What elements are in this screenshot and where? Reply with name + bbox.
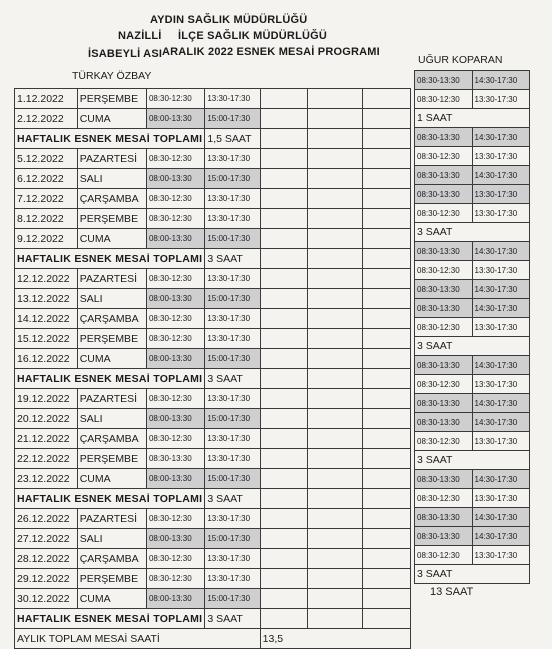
time-slot-2: 13:30-17:30 (205, 549, 260, 569)
empty-cell (308, 289, 363, 309)
time-slot-2: 14:30-17:30 (472, 299, 530, 318)
date-cell: 26.12.2022 (15, 509, 78, 529)
date-cell: 21.12.2022 (15, 429, 78, 449)
schedule-row (15, 529, 411, 549)
weekly-total-value: 1 SAAT (415, 109, 530, 128)
time-slot-1: 08:30-13:30 (415, 128, 473, 147)
time-slot-1: 08:00-13:30 (146, 589, 204, 609)
time-slot-1: 08:30-13:30 (415, 356, 473, 375)
time-slot-2: 13:30-17:30 (205, 449, 260, 469)
empty-cell (260, 389, 307, 409)
time-slot-2: 15:00-17:30 (205, 529, 260, 549)
time-slot-1: 08:30-12:30 (415, 432, 473, 451)
day-cell: SALI (77, 289, 146, 309)
time-slot-1: 08:30-13:30 (415, 413, 473, 432)
time-slot-2: 14:30-17:30 (472, 166, 530, 185)
date-cell: 2.12.2022 (15, 109, 78, 129)
empty-cell (308, 409, 363, 429)
empty-cell (308, 389, 363, 409)
empty-cell (362, 369, 410, 389)
empty-cell (362, 289, 410, 309)
weekly-total-value: 3 SAAT (205, 489, 260, 509)
date-cell: 1.12.2022 (15, 89, 78, 109)
schedule-row (15, 229, 411, 249)
schedule-row (15, 409, 411, 429)
empty-cell (260, 469, 307, 489)
weekly-total-label: HAFTALIK ESNEK MESAİ TOPLAMI (15, 609, 205, 629)
empty-cell (260, 429, 307, 449)
schedule-row (415, 185, 530, 204)
weekly-total-row (415, 109, 530, 128)
empty-cell (308, 589, 363, 609)
empty-cell (308, 189, 363, 209)
weekly-total-value: 3 SAAT (415, 451, 530, 470)
day-cell: PAZARTESİ (77, 509, 146, 529)
time-slot-2: 13:30-17:30 (472, 375, 530, 394)
schedule-row (415, 394, 530, 413)
monthly-total-right-value: 13 SAAT (430, 586, 474, 598)
time-slot-2: 14:30-17:30 (472, 71, 530, 90)
time-slot-1: 08:00-13:30 (146, 349, 204, 369)
schedule-row (415, 508, 530, 527)
day-cell: SALI (77, 169, 146, 189)
empty-cell (362, 349, 410, 369)
empty-cell (362, 489, 410, 509)
time-slot-2: 13:30-17:30 (205, 509, 260, 529)
header-line-2b: İLÇE SAĞLIK MÜDÜRLÜĞÜ (178, 30, 328, 42)
date-cell: 13.12.2022 (15, 289, 78, 309)
schedule-row (415, 432, 530, 451)
time-slot-2: 15:00-17:30 (205, 589, 260, 609)
schedule-row (15, 149, 411, 169)
time-slot-1: 08:30-13:30 (415, 242, 473, 261)
empty-cell (308, 89, 363, 109)
day-cell: PERŞEMBE (77, 89, 146, 109)
day-cell: PERŞEMBE (77, 209, 146, 229)
empty-cell (260, 549, 307, 569)
weekly-total-row (15, 249, 411, 269)
empty-cell (362, 329, 410, 349)
time-slot-2: 13:30-17:30 (472, 185, 530, 204)
time-slot-1: 08:30-13:30 (415, 71, 473, 90)
time-slot-2: 14:30-17:30 (472, 470, 530, 489)
empty-cell (260, 489, 307, 509)
empty-cell (308, 549, 363, 569)
empty-cell (308, 269, 363, 289)
monthly-total-left-value: 13,5 (260, 629, 410, 649)
schedule-row (415, 147, 530, 166)
date-cell: 23.12.2022 (15, 469, 78, 489)
time-slot-1: 08:30-13:30 (415, 166, 473, 185)
time-slot-2: 13:30-17:30 (472, 546, 530, 565)
weekly-total-label: HAFTALIK ESNEK MESAİ TOPLAMI (15, 369, 205, 389)
day-cell: PERŞEMBE (77, 569, 146, 589)
empty-cell (362, 549, 410, 569)
empty-cell (260, 229, 307, 249)
empty-cell (308, 349, 363, 369)
date-cell: 8.12.2022 (15, 209, 78, 229)
time-slot-1: 08:30-12:30 (415, 318, 473, 337)
schedule-row (415, 299, 530, 318)
time-slot-1: 08:30-13:30 (146, 449, 204, 469)
schedule-row (15, 89, 411, 109)
empty-cell (308, 329, 363, 349)
time-slot-2: 14:30-17:30 (472, 242, 530, 261)
time-slot-1: 08:00-13:30 (146, 229, 204, 249)
time-slot-1: 08:30-12:30 (415, 147, 473, 166)
empty-cell (362, 169, 410, 189)
weekly-total-row (415, 565, 530, 584)
empty-cell (362, 409, 410, 429)
date-cell: 5.12.2022 (15, 149, 78, 169)
time-slot-1: 08:30-12:30 (415, 375, 473, 394)
time-slot-1: 08:00-13:30 (146, 109, 204, 129)
empty-cell (260, 249, 307, 269)
schedule-row (415, 318, 530, 337)
time-slot-1: 08:30-13:30 (415, 280, 473, 299)
date-cell: 7.12.2022 (15, 189, 78, 209)
empty-cell (260, 349, 307, 369)
day-cell: SALI (77, 529, 146, 549)
weekly-total-row (15, 369, 411, 389)
empty-cell (260, 589, 307, 609)
schedule-row (415, 166, 530, 185)
time-slot-2: 13:30-17:30 (205, 149, 260, 169)
time-slot-1: 08:30-13:30 (415, 527, 473, 546)
empty-cell (308, 209, 363, 229)
empty-cell (260, 129, 307, 149)
empty-cell (362, 309, 410, 329)
time-slot-2: 13:30-17:30 (205, 429, 260, 449)
date-cell: 28.12.2022 (15, 549, 78, 569)
empty-cell (362, 589, 410, 609)
time-slot-2: 14:30-17:30 (472, 413, 530, 432)
empty-cell (362, 149, 410, 169)
schedule-row (415, 413, 530, 432)
time-slot-2: 13:30-17:30 (472, 204, 530, 223)
time-slot-2: 14:30-17:30 (472, 128, 530, 147)
time-slot-2: 13:30-17:30 (205, 189, 260, 209)
day-cell: PAZARTESİ (77, 149, 146, 169)
header-line-3b: ARALIK 2022 ESNEK MESAİ PROGRAMI (162, 46, 380, 58)
date-cell: 22.12.2022 (15, 449, 78, 469)
time-slot-1: 08:30-12:30 (146, 189, 204, 209)
empty-cell (362, 109, 410, 129)
weekly-total-value: 1,5 SAAT (205, 129, 260, 149)
empty-cell (362, 529, 410, 549)
schedule-row (15, 569, 411, 589)
empty-cell (362, 609, 410, 629)
empty-cell (260, 449, 307, 469)
time-slot-2: 14:30-17:30 (472, 394, 530, 413)
header-line-2a: NAZİLLİ (118, 30, 162, 42)
empty-cell (260, 409, 307, 429)
time-slot-2: 15:00-17:30 (205, 229, 260, 249)
time-slot-1: 08:30-12:30 (146, 269, 204, 289)
time-slot-2: 13:30-17:30 (205, 389, 260, 409)
time-slot-1: 08:30-13:30 (415, 299, 473, 318)
schedule-row (15, 309, 411, 329)
empty-cell (308, 149, 363, 169)
empty-cell (260, 289, 307, 309)
empty-cell (260, 529, 307, 549)
empty-cell (362, 429, 410, 449)
header-line-1: AYDIN SAĞLIK MÜDÜRLÜĞÜ (150, 14, 308, 26)
empty-cell (308, 469, 363, 489)
schedule-row (415, 128, 530, 147)
schedule-row (415, 546, 530, 565)
day-cell: PAZARTESİ (77, 269, 146, 289)
time-slot-2: 14:30-17:30 (472, 280, 530, 299)
time-slot-2: 13:30-17:30 (205, 209, 260, 229)
time-slot-1: 08:30-13:30 (415, 394, 473, 413)
schedule-row (15, 109, 411, 129)
empty-cell (260, 169, 307, 189)
time-slot-1: 08:30-12:30 (146, 429, 204, 449)
day-cell: CUMA (77, 349, 146, 369)
weekly-total-value: 3 SAAT (205, 609, 260, 629)
time-slot-2: 13:30-17:30 (472, 261, 530, 280)
empty-cell (308, 529, 363, 549)
time-slot-2: 13:30-17:30 (472, 432, 530, 451)
time-slot-1: 08:30-12:30 (146, 149, 204, 169)
schedule-row (15, 189, 411, 209)
schedule-row (15, 269, 411, 289)
day-cell: PAZARTESİ (77, 389, 146, 409)
weekly-total-row (15, 489, 411, 509)
date-cell: 9.12.2022 (15, 229, 78, 249)
weekly-total-label: HAFTALIK ESNEK MESAİ TOPLAMI (15, 129, 205, 149)
schedule-row (415, 90, 530, 109)
empty-cell (308, 309, 363, 329)
empty-cell (362, 189, 410, 209)
day-cell: CUMA (77, 229, 146, 249)
time-slot-1: 08:30-12:30 (146, 569, 204, 589)
schedule-row (415, 489, 530, 508)
time-slot-1: 08:30-12:30 (146, 549, 204, 569)
time-slot-2: 14:30-17:30 (472, 527, 530, 546)
time-slot-2: 15:00-17:30 (205, 169, 260, 189)
time-slot-2: 13:30-17:30 (205, 329, 260, 349)
schedule-row (15, 349, 411, 369)
date-cell: 15.12.2022 (15, 329, 78, 349)
schedule-row (415, 527, 530, 546)
header-line-3a: İSABEYLİ ASI (88, 48, 163, 60)
empty-cell (260, 609, 307, 629)
empty-cell (260, 89, 307, 109)
time-slot-1: 08:00-13:30 (146, 289, 204, 309)
time-slot-1: 08:00-13:30 (146, 169, 204, 189)
date-cell: 12.12.2022 (15, 269, 78, 289)
time-slot-1: 08:30-12:30 (415, 90, 473, 109)
weekly-total-row (415, 223, 530, 242)
day-cell: CUMA (77, 109, 146, 129)
time-slot-1: 08:30-12:30 (415, 204, 473, 223)
left-person-name: TÜRKAY ÖZBAY (72, 70, 152, 82)
empty-cell (308, 489, 363, 509)
empty-cell (362, 129, 410, 149)
schedule-row (415, 71, 530, 90)
schedule-row (15, 509, 411, 529)
time-slot-1: 08:30-13:30 (415, 470, 473, 489)
monthly-total-row (15, 629, 411, 649)
empty-cell (260, 309, 307, 329)
time-slot-1: 08:30-13:30 (415, 508, 473, 527)
time-slot-1: 08:30-12:30 (146, 89, 204, 109)
day-cell: ÇARŞAMBA (77, 429, 146, 449)
day-cell: CUMA (77, 589, 146, 609)
empty-cell (362, 269, 410, 289)
empty-cell (260, 569, 307, 589)
time-slot-2: 15:00-17:30 (205, 109, 260, 129)
schedule-row (15, 169, 411, 189)
schedule-row (15, 289, 411, 309)
time-slot-2: 13:30-17:30 (205, 269, 260, 289)
weekly-total-label: HAFTALIK ESNEK MESAİ TOPLAMI (15, 249, 205, 269)
weekly-total-label: HAFTALIK ESNEK MESAİ TOPLAMI (15, 489, 205, 509)
empty-cell (260, 189, 307, 209)
weekly-total-row (415, 337, 530, 356)
empty-cell (308, 509, 363, 529)
left-schedule-table (14, 88, 411, 649)
schedule-row (15, 469, 411, 489)
schedule-row (415, 280, 530, 299)
day-cell: PERŞEMBE (77, 329, 146, 349)
schedule-row (415, 242, 530, 261)
time-slot-2: 13:30-17:30 (472, 489, 530, 508)
day-cell: SALI (77, 409, 146, 429)
date-cell: 20.12.2022 (15, 409, 78, 429)
right-schedule-table (414, 70, 530, 584)
schedule-row (415, 375, 530, 394)
weekly-total-row (15, 609, 411, 629)
empty-cell (362, 449, 410, 469)
day-cell: CUMA (77, 469, 146, 489)
time-slot-1: 08:30-12:30 (415, 489, 473, 508)
time-slot-2: 13:30-17:30 (472, 318, 530, 337)
time-slot-2: 13:30-17:30 (205, 89, 260, 109)
time-slot-2: 15:00-17:30 (205, 469, 260, 489)
empty-cell (362, 89, 410, 109)
day-cell: ÇARŞAMBA (77, 189, 146, 209)
empty-cell (362, 569, 410, 589)
time-slot-1: 08:30-12:30 (415, 261, 473, 280)
empty-cell (308, 569, 363, 589)
empty-cell (260, 269, 307, 289)
empty-cell (362, 229, 410, 249)
weekly-total-value: 3 SAAT (415, 337, 530, 356)
time-slot-2: 13:30-17:30 (472, 90, 530, 109)
time-slot-2: 15:00-17:30 (205, 349, 260, 369)
date-cell: 14.12.2022 (15, 309, 78, 329)
date-cell: 27.12.2022 (15, 529, 78, 549)
time-slot-1: 08:30-12:30 (146, 329, 204, 349)
weekly-total-row (15, 129, 411, 149)
time-slot-2: 15:00-17:30 (205, 409, 260, 429)
date-cell: 6.12.2022 (15, 169, 78, 189)
time-slot-1: 08:00-13:30 (146, 469, 204, 489)
empty-cell (362, 509, 410, 529)
date-cell: 19.12.2022 (15, 389, 78, 409)
monthly-total-label: AYLIK TOPLAM MESAİ SAATİ (15, 629, 261, 649)
empty-cell (308, 369, 363, 389)
time-slot-2: 14:30-17:30 (472, 508, 530, 527)
empty-cell (362, 469, 410, 489)
empty-cell (260, 329, 307, 349)
empty-cell (260, 209, 307, 229)
time-slot-1: 08:30-12:30 (146, 509, 204, 529)
right-person-name: UĞUR KOPARAN (418, 54, 503, 66)
empty-cell (308, 429, 363, 449)
weekly-total-value: 3 SAAT (205, 369, 260, 389)
time-slot-1: 08:30-13:30 (415, 185, 473, 204)
time-slot-1: 08:00-13:30 (146, 409, 204, 429)
date-cell: 16.12.2022 (15, 349, 78, 369)
time-slot-2: 13:30-17:30 (205, 309, 260, 329)
empty-cell (362, 249, 410, 269)
time-slot-1: 08:30-12:30 (146, 389, 204, 409)
empty-cell (362, 389, 410, 409)
empty-cell (260, 509, 307, 529)
schedule-row (15, 329, 411, 349)
time-slot-1: 08:30-12:30 (146, 309, 204, 329)
date-cell: 30.12.2022 (15, 589, 78, 609)
empty-cell (362, 209, 410, 229)
time-slot-1: 08:30-12:30 (146, 209, 204, 229)
empty-cell (260, 149, 307, 169)
time-slot-2: 15:00-17:30 (205, 289, 260, 309)
schedule-row (15, 549, 411, 569)
day-cell: ÇARŞAMBA (77, 309, 146, 329)
time-slot-1: 08:00-13:30 (146, 529, 204, 549)
weekly-total-row (415, 451, 530, 470)
weekly-total-value: 3 SAAT (415, 223, 530, 242)
schedule-row (15, 449, 411, 469)
empty-cell (308, 229, 363, 249)
time-slot-1: 08:30-12:30 (415, 546, 473, 565)
empty-cell (308, 129, 363, 149)
schedule-row (15, 389, 411, 409)
date-cell: 29.12.2022 (15, 569, 78, 589)
schedule-row (415, 204, 530, 223)
schedule-row (15, 589, 411, 609)
empty-cell (308, 169, 363, 189)
empty-cell (260, 109, 307, 129)
day-cell: ÇARŞAMBA (77, 549, 146, 569)
empty-cell (260, 369, 307, 389)
time-slot-2: 14:30-17:30 (472, 356, 530, 375)
weekly-total-value: 3 SAAT (415, 565, 530, 584)
schedule-row (15, 209, 411, 229)
schedule-row (15, 429, 411, 449)
empty-cell (308, 609, 363, 629)
weekly-total-value: 3 SAAT (205, 249, 260, 269)
time-slot-2: 13:30-17:30 (205, 569, 260, 589)
empty-cell (308, 449, 363, 469)
schedule-row (415, 470, 530, 489)
schedule-row (415, 356, 530, 375)
day-cell: PERŞEMBE (77, 449, 146, 469)
empty-cell (308, 249, 363, 269)
schedule-row (415, 261, 530, 280)
time-slot-2: 13:30-17:30 (472, 147, 530, 166)
empty-cell (308, 109, 363, 129)
